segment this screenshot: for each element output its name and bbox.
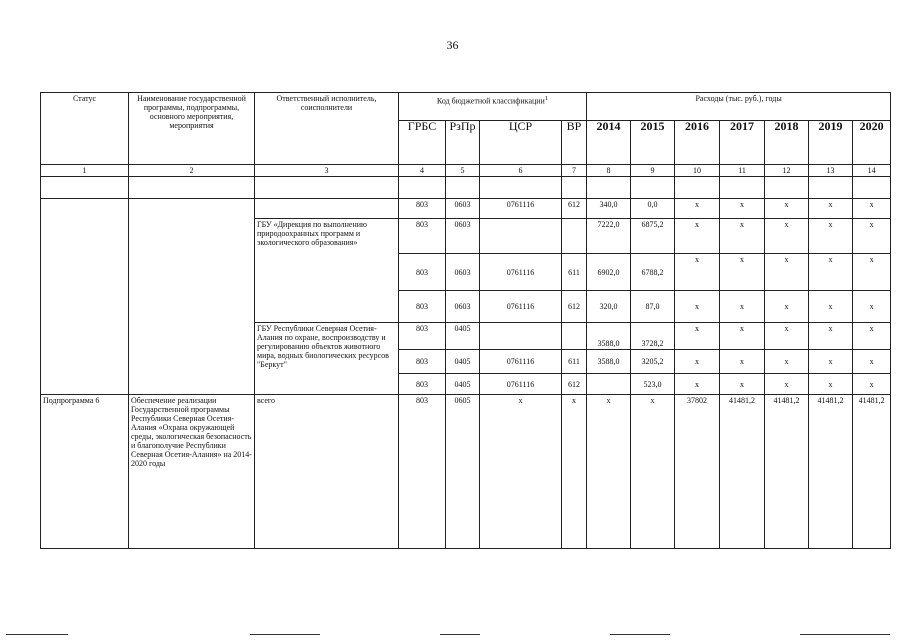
value-cell: x: [631, 395, 675, 549]
header-expenses: Расходы (тыс. руб.), годы: [587, 93, 891, 121]
value-cell: x: [765, 323, 809, 350]
executor-total: всего: [255, 395, 399, 549]
empty-cell: [631, 177, 675, 199]
executor-cell: [255, 199, 399, 219]
value-cell: x: [720, 323, 765, 350]
value-cell: x: [675, 254, 720, 291]
value-cell: 41481,2: [853, 395, 891, 549]
column-number: 13: [809, 165, 853, 177]
grbs-cell: 803: [399, 199, 446, 219]
empty-cell: [399, 177, 446, 199]
rzpr-cell: 0405: [446, 374, 480, 395]
empty-cell: [562, 177, 587, 199]
grbs-cell: 803: [399, 323, 446, 350]
budget-table: [40, 92, 891, 549]
column-number: 9: [631, 165, 675, 177]
value-cell: 6902,0: [587, 254, 631, 291]
value-cell: x: [765, 219, 809, 254]
value-cell: 3588,0: [587, 323, 631, 350]
header-vr: ВР: [562, 121, 587, 165]
value-cell: 523,0: [631, 374, 675, 395]
value-cell: x: [853, 199, 891, 219]
csr-cell: [480, 323, 562, 350]
value-cell: x: [675, 219, 720, 254]
value-cell: x: [853, 219, 891, 254]
empty-cell: [675, 177, 720, 199]
value-cell: x: [765, 350, 809, 374]
value-cell: x: [765, 199, 809, 219]
header-rzpr: РзПр: [446, 121, 480, 165]
value-cell: x: [809, 219, 853, 254]
empty-cell: [41, 177, 129, 199]
value-cell: 41481,2: [765, 395, 809, 549]
value-cell: 0,0: [631, 199, 675, 219]
csr-cell: 0761116: [480, 350, 562, 374]
value-cell: x: [809, 291, 853, 323]
value-cell: 7222,0: [587, 219, 631, 254]
header-year: 2015: [631, 121, 675, 165]
value-cell: x: [675, 199, 720, 219]
scan-artifact: [250, 634, 320, 635]
vr-cell: 611: [562, 254, 587, 291]
value-cell: 340,0: [587, 199, 631, 219]
value-cell: x: [720, 291, 765, 323]
csr-cell: x: [480, 395, 562, 549]
empty-cell: [809, 177, 853, 199]
value-cell: x: [675, 374, 720, 395]
value-cell: 3728,2: [631, 323, 675, 350]
column-number: 6: [480, 165, 562, 177]
csr-cell: [480, 219, 562, 254]
empty-cell: [255, 177, 399, 199]
value-cell: x: [853, 323, 891, 350]
vr-cell: 611: [562, 350, 587, 374]
grbs-cell: 803: [399, 219, 446, 254]
grbs-cell: 803: [399, 350, 446, 374]
vr-cell: 612: [562, 374, 587, 395]
empty-cell: [765, 177, 809, 199]
value-cell: x: [853, 350, 891, 374]
empty-cell: [587, 177, 631, 199]
rzpr-cell: 0603: [446, 199, 480, 219]
value-cell: x: [809, 199, 853, 219]
empty-cell: [853, 177, 891, 199]
grbs-cell: 803: [399, 254, 446, 291]
rzpr-cell: 0603: [446, 219, 480, 254]
value-cell: x: [809, 323, 853, 350]
column-number-row: [41, 165, 891, 177]
name-cell: [129, 199, 255, 395]
header-name: Наименование государственной программы, подпрограммы, основного мероприятия, мероприятия: [129, 93, 255, 165]
vr-cell: x: [562, 395, 587, 549]
grbs-cell: 803: [399, 374, 446, 395]
empty-cell: [480, 177, 562, 199]
header-year: 2014: [587, 121, 631, 165]
value-cell: x: [853, 291, 891, 323]
value-cell: x: [720, 254, 765, 291]
grbs-cell: 803: [399, 395, 446, 549]
column-number: 4: [399, 165, 446, 177]
header-budget-code-text: Код бюджетной классификации: [436, 96, 545, 106]
value-cell: x: [765, 291, 809, 323]
table-row: [41, 199, 891, 219]
value-cell: x: [720, 374, 765, 395]
grbs-cell: 803: [399, 291, 446, 323]
value-cell: 320,0: [587, 291, 631, 323]
value-cell: x: [720, 219, 765, 254]
value-cell: x: [809, 254, 853, 291]
header-year: 2018: [765, 121, 809, 165]
header-year: 2020: [853, 121, 891, 165]
value-cell: x: [720, 350, 765, 374]
column-number: 12: [765, 165, 809, 177]
rzpr-cell: 0603: [446, 254, 480, 291]
value-cell: x: [765, 254, 809, 291]
rzpr-cell: 0405: [446, 323, 480, 350]
vr-cell: 612: [562, 291, 587, 323]
csr-cell: 0761116: [480, 374, 562, 395]
csr-cell: 0761116: [480, 199, 562, 219]
subprogram-row: [41, 395, 891, 549]
csr-cell: 0761116: [480, 291, 562, 323]
header-budget-code-sup: 1: [544, 95, 549, 102]
subprogram-name: Обеспечение реализации Государственной программы Республики Северная Осетия-Алания «Охрана окружающей среды, экологическая безопасность и благополучие Республики Северная Осетия-Алания» на 2014-2020 годы: [129, 395, 255, 549]
column-number: 1: [41, 165, 129, 177]
rzpr-cell: 0405: [446, 350, 480, 374]
scan-artifact: [800, 634, 890, 635]
column-number: 14: [853, 165, 891, 177]
status-cell: [41, 199, 129, 395]
column-number: 7: [562, 165, 587, 177]
header-year: 2016: [675, 121, 720, 165]
value-cell: x: [853, 254, 891, 291]
header-budget-code: [399, 93, 587, 121]
value-cell: x: [853, 374, 891, 395]
column-number: 2: [129, 165, 255, 177]
empty-cell: [446, 177, 480, 199]
scan-artifact: [6, 634, 68, 635]
vr-cell: [562, 219, 587, 254]
vr-cell: 612: [562, 199, 587, 219]
header-status: Статус: [41, 93, 129, 165]
value-cell: x: [675, 350, 720, 374]
value-cell: x: [675, 291, 720, 323]
csr-cell: 0761116: [480, 254, 562, 291]
empty-cell: [129, 177, 255, 199]
header-year: 2019: [809, 121, 853, 165]
column-number: 8: [587, 165, 631, 177]
vr-cell: [562, 323, 587, 350]
column-number: 5: [446, 165, 480, 177]
scan-artifact: [440, 634, 480, 635]
rzpr-cell: 0605: [446, 395, 480, 549]
rzpr-cell: 0603: [446, 291, 480, 323]
value-cell: 37802: [675, 395, 720, 549]
value-cell: 6788,2: [631, 254, 675, 291]
header-grbs: ГРБС: [399, 121, 446, 165]
value-cell: 3205,2: [631, 350, 675, 374]
value-cell: x: [675, 323, 720, 350]
column-number: 3: [255, 165, 399, 177]
executor-org-b: ГБУ Республики Северная Осетия-Алания по охране, воспроизводству и регулированию объектов животного мира, водных биологических ресурсов "Беркут": [255, 323, 399, 395]
value-cell: 3588,0: [587, 350, 631, 374]
value-cell: x: [765, 374, 809, 395]
executor-org-a: ГБУ «Дирекция по выполнению природоохранных программ и экологического образования»: [255, 219, 399, 323]
value-cell: x: [809, 374, 853, 395]
header-executor: Ответственный исполнитель, соисполнители: [255, 93, 399, 165]
column-number: 11: [720, 165, 765, 177]
header-csr: ЦСР: [480, 121, 562, 165]
page-number: 36: [446, 38, 459, 52]
scan-artifact: [610, 634, 670, 635]
value-cell: x: [809, 350, 853, 374]
empty-cell: [720, 177, 765, 199]
value-cell: x: [587, 395, 631, 549]
subprogram-status: Подпрограмма 6: [41, 395, 129, 549]
value-cell: 6875,2: [631, 219, 675, 254]
value-cell: [587, 374, 631, 395]
header-year: 2017: [720, 121, 765, 165]
value-cell: 87,0: [631, 291, 675, 323]
value-cell: 41481,2: [720, 395, 765, 549]
value-cell: x: [720, 199, 765, 219]
column-number: 10: [675, 165, 720, 177]
value-cell: 41481,2: [809, 395, 853, 549]
spacer-row: [41, 177, 891, 199]
